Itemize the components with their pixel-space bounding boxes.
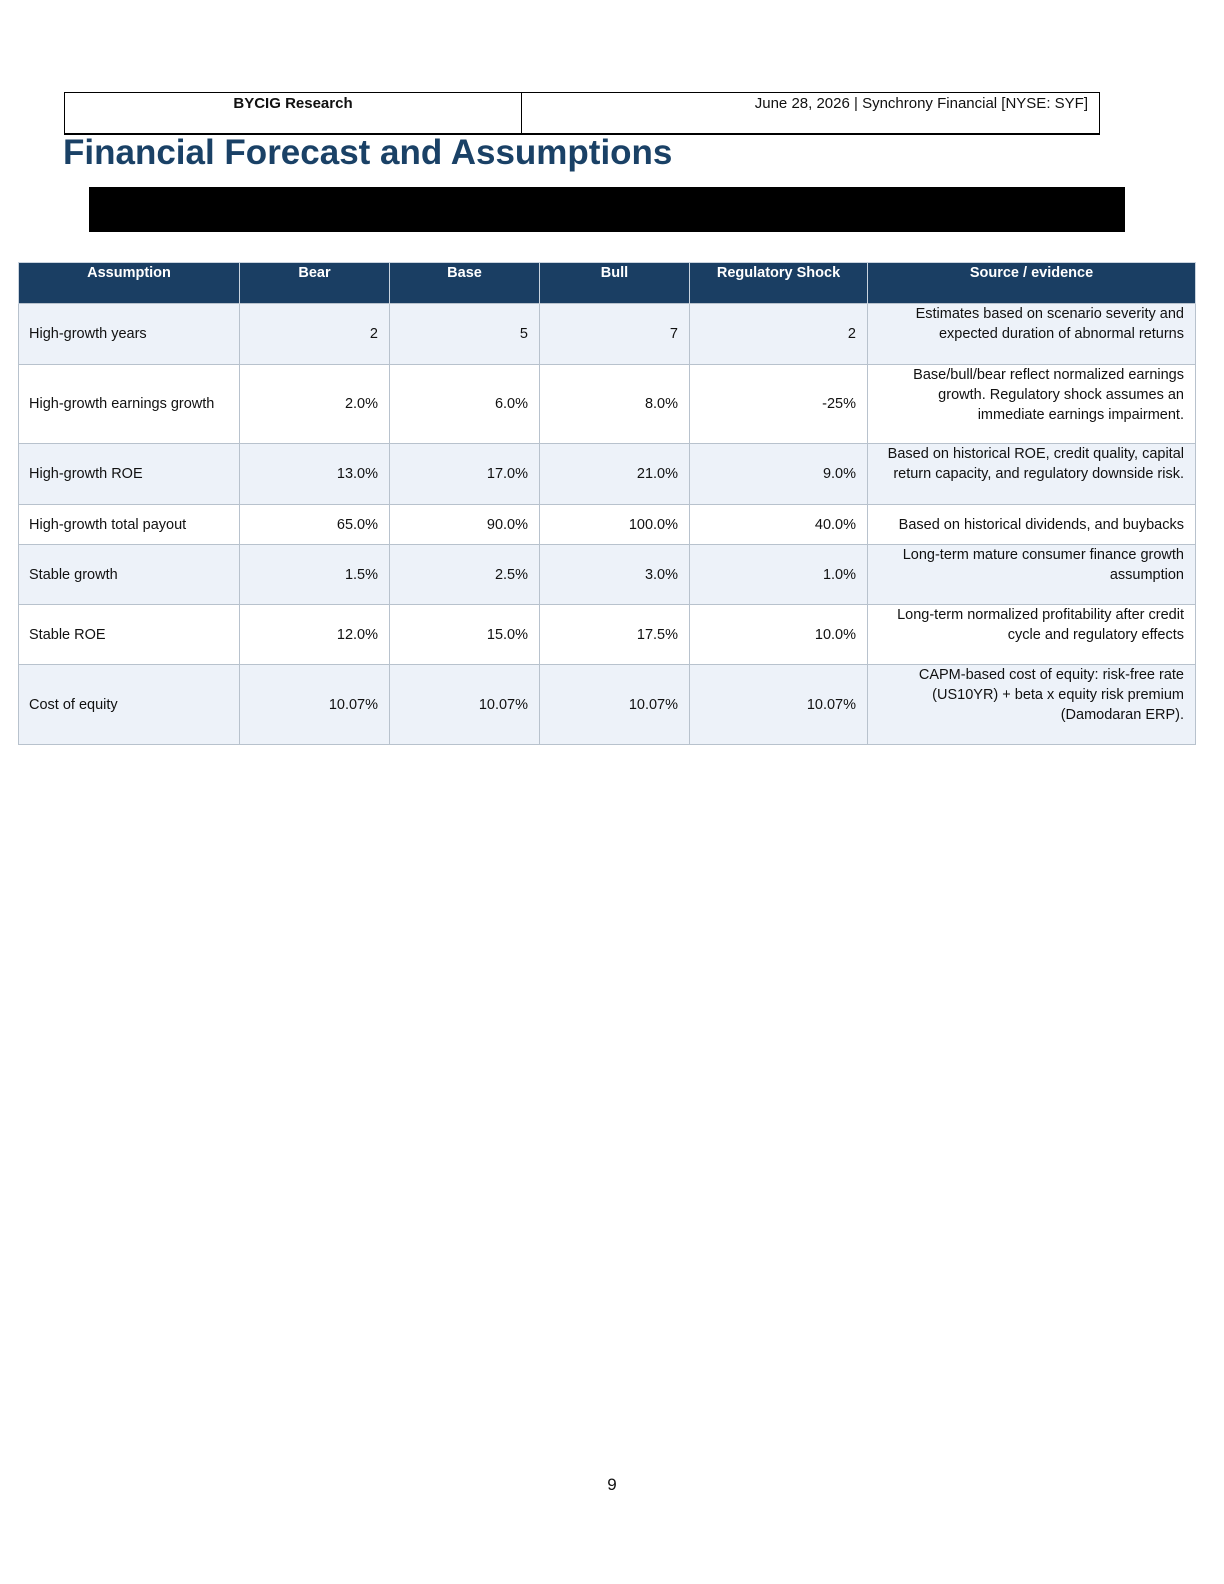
source-cell: Base/bull/bear reflect normalized earnings growth. Regulatory shock assumes an immediate earnings impairment. (868, 365, 1196, 444)
assumption-cell: High-growth total payout (19, 505, 240, 545)
column-header-regulatory-shock: Regulatory Shock (690, 263, 868, 304)
bear-cell: 10.07% (240, 665, 390, 745)
page-header (64, 92, 1100, 135)
regulatory-shock-cell: 1.0% (690, 545, 868, 605)
bear-cell: 2 (240, 304, 390, 365)
table-row (19, 304, 1196, 365)
source-cell: CAPM-based cost of equity: risk-free rate (US10YR) + beta x equity risk premium (Damodaran ERP). (868, 665, 1196, 745)
table-header-row (19, 263, 1196, 304)
bear-cell: 12.0% (240, 605, 390, 665)
bull-cell: 17.5% (540, 605, 690, 665)
source-cell: Based on historical dividends, and buybacks (868, 505, 1196, 545)
bear-cell: 1.5% (240, 545, 390, 605)
column-header-bear: Bear (240, 263, 390, 304)
base-cell: 6.0% (390, 365, 540, 444)
assumption-cell: Stable growth (19, 545, 240, 605)
base-cell: 15.0% (390, 605, 540, 665)
regulatory-shock-cell: 10.0% (690, 605, 868, 665)
assumption-cell: Cost of equity (19, 665, 240, 745)
bull-cell: 21.0% (540, 444, 690, 505)
source-cell: Estimates based on scenario severity and expected duration of abnormal returns (868, 304, 1196, 365)
regulatory-shock-cell: -25% (690, 365, 868, 444)
source-cell: Long-term normalized profitability after credit cycle and regulatory effects (868, 605, 1196, 665)
assumption-cell: Stable ROE (19, 605, 240, 665)
assumption-cell: High-growth years (19, 304, 240, 365)
bear-cell: 13.0% (240, 444, 390, 505)
table-row (19, 545, 1196, 605)
redacted-banner (89, 187, 1125, 232)
bear-cell: 2.0% (240, 365, 390, 444)
table-row (19, 365, 1196, 444)
bull-cell: 7 (540, 304, 690, 365)
base-cell: 10.07% (390, 665, 540, 745)
bull-cell: 8.0% (540, 365, 690, 444)
table-row (19, 505, 1196, 545)
bear-cell: 65.0% (240, 505, 390, 545)
table-row (19, 444, 1196, 505)
assumption-cell: High-growth earnings growth (19, 365, 240, 444)
column-header-bull: Bull (540, 263, 690, 304)
bull-cell: 100.0% (540, 505, 690, 545)
header-date-company: June 28, 2026 | Synchrony Financial [NYSE: SYF] (754, 95, 1088, 112)
base-cell: 17.0% (390, 444, 540, 505)
regulatory-shock-cell: 10.07% (690, 665, 868, 745)
assumption-cell: High-growth ROE (19, 444, 240, 505)
bull-cell: 3.0% (540, 545, 690, 605)
regulatory-shock-cell: 40.0% (690, 505, 868, 545)
column-header-assumption: Assumption (19, 263, 240, 304)
base-cell: 5 (390, 304, 540, 365)
base-cell: 90.0% (390, 505, 540, 545)
header-org-name: BYCIG Research (65, 93, 522, 133)
source-cell: Based on historical ROE, credit quality, capital return capacity, and regulatory downside risk. (868, 444, 1196, 505)
page-title: Financial Forecast and Assumptions (63, 133, 673, 172)
column-header-source: Source / evidence (868, 263, 1196, 304)
regulatory-shock-cell: 9.0% (690, 444, 868, 505)
regulatory-shock-cell: 2 (690, 304, 868, 365)
page-number: 9 (607, 1475, 617, 1494)
table-row (19, 605, 1196, 665)
column-header-base: Base (390, 263, 540, 304)
source-cell: Long-term mature consumer finance growth assumption (868, 545, 1196, 605)
bull-cell: 10.07% (540, 665, 690, 745)
base-cell: 2.5% (390, 545, 540, 605)
table-row (19, 665, 1196, 745)
assumptions-table (18, 262, 1196, 745)
